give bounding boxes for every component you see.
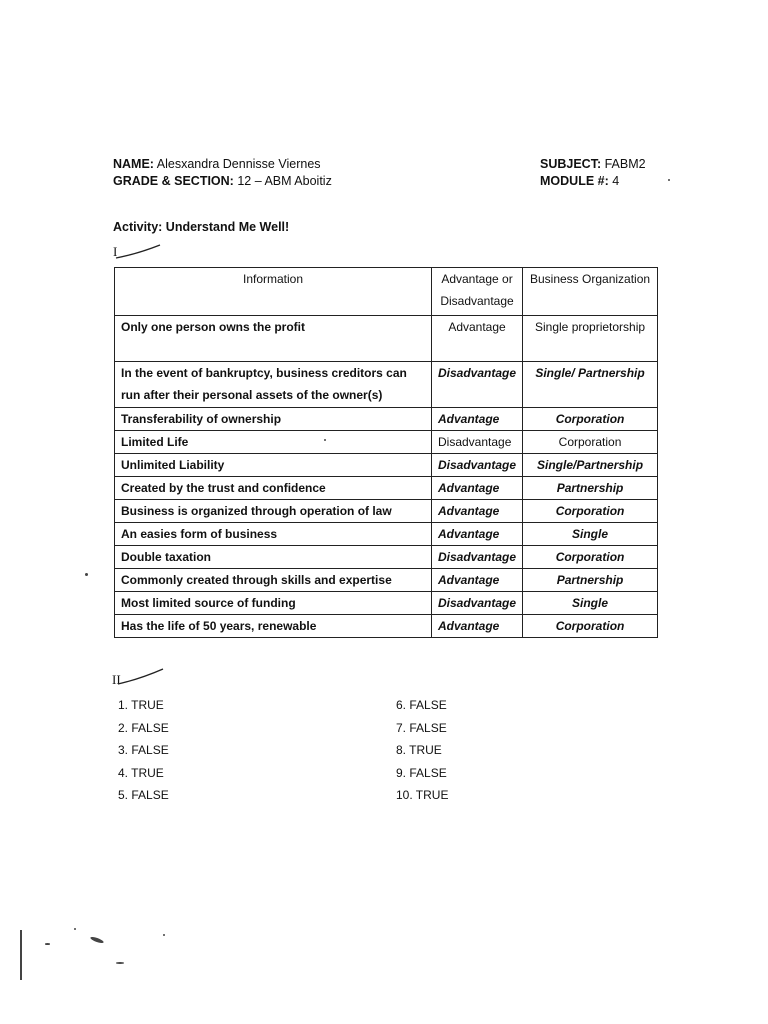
name-value: Alesxandra Dennisse Viernes — [156, 157, 321, 171]
cell-advantage: Advantage — [432, 569, 523, 592]
cell-organization: Corporation — [523, 500, 658, 523]
table-header-row — [115, 268, 658, 316]
module-value: 4 — [612, 174, 620, 188]
answer-item: 4. TRUE — [118, 765, 164, 780]
table-row — [115, 431, 658, 454]
cell-information: Double taxation — [115, 546, 432, 569]
cell-advantage: Disadvantage — [432, 362, 523, 408]
scan-speck — [45, 943, 50, 945]
table-row — [115, 454, 658, 477]
cell-information: Created by the trust and confidence — [115, 477, 432, 500]
answer-item: 2. FALSE — [118, 720, 169, 735]
table-row — [115, 615, 658, 638]
cell-organization: Single proprietorship — [523, 316, 658, 362]
scan-speck — [85, 573, 88, 576]
scan-speck — [324, 439, 326, 441]
cell-information: In the event of bankruptcy, business creditors can run after their personal assets of the owner(s) — [115, 362, 432, 408]
name-label: NAME: — [113, 157, 154, 171]
cell-organization: Partnership — [523, 569, 658, 592]
cell-advantage: Advantage — [432, 615, 523, 638]
name-line — [113, 156, 321, 173]
scan-speck — [116, 962, 124, 964]
section-one-label: I — [113, 244, 118, 259]
cell-information: Most limited source of funding — [115, 592, 432, 615]
answer-item: 6. FALSE — [396, 698, 447, 712]
grade-value: 12 – ABM Aboitiz — [237, 174, 332, 188]
cell-advantage: Disadvantage — [432, 431, 523, 454]
answer-item: 8. TRUE — [396, 743, 442, 757]
cell-advantage: Advantage — [432, 500, 523, 523]
cell-information: An easies form of business — [115, 523, 432, 546]
answers-right-column — [396, 694, 448, 807]
cell-organization: Partnership — [523, 477, 658, 500]
cell-information: Only one person owns the profit — [115, 316, 432, 362]
answers-left-column — [118, 694, 169, 807]
cell-information: Unlimited Liability — [115, 454, 432, 477]
subject-label: SUBJECT: — [540, 157, 602, 171]
header-advantage: Advantage or Disadvantage — [432, 268, 523, 316]
table-row — [115, 569, 658, 592]
table-row — [115, 546, 658, 569]
scan-speck — [90, 936, 105, 945]
cell-information: Commonly created through skills and expertise — [115, 569, 432, 592]
scan-speck — [668, 179, 670, 181]
cell-organization: Single — [523, 523, 658, 546]
cell-organization: Single/ Partnership — [523, 362, 658, 408]
table-row — [115, 523, 658, 546]
answer-item: 7. FALSE — [396, 720, 447, 735]
checkmark-stroke-icon — [110, 667, 165, 689]
table-row — [115, 408, 658, 431]
grade-label: GRADE & SECTION: — [113, 174, 234, 188]
section-two-marker — [110, 667, 165, 689]
cell-organization: Single — [523, 592, 658, 615]
cell-information: Business is organized through operation of law — [115, 500, 432, 523]
cell-information: Transferability of ownership — [115, 408, 432, 431]
cell-advantage: Disadvantage — [432, 546, 523, 569]
cell-advantage: Advantage — [432, 316, 523, 362]
grade-line — [113, 173, 332, 190]
table-row — [115, 500, 658, 523]
cell-advantage: Disadvantage — [432, 592, 523, 615]
subject-value: FABM2 — [604, 157, 646, 171]
cell-organization: Corporation — [523, 546, 658, 569]
section-two-label: II — [112, 672, 121, 687]
subject-line — [540, 156, 646, 173]
module-label: MODULE #: — [540, 174, 609, 188]
module-line — [540, 173, 619, 190]
table-row — [115, 316, 658, 362]
table-row — [115, 362, 658, 408]
checkmark-stroke-icon — [112, 243, 162, 263]
cell-organization: Corporation — [523, 615, 658, 638]
activity-table — [114, 267, 658, 638]
cell-organization: Corporation — [523, 408, 658, 431]
cell-advantage: Advantage — [432, 523, 523, 546]
table-row — [115, 592, 658, 615]
answer-item: 3. FALSE — [118, 743, 169, 757]
scan-speck — [163, 934, 165, 936]
answer-item: 5. FALSE — [118, 788, 169, 802]
cell-advantage: Advantage — [432, 477, 523, 500]
answer-item: 1. TRUE — [118, 698, 164, 712]
header-information: Information — [115, 268, 432, 316]
cell-information: Has the life of 50 years, renewable — [115, 615, 432, 638]
scan-speck — [74, 928, 76, 930]
cell-organization: Corporation — [523, 431, 658, 454]
section-one-marker — [112, 243, 162, 263]
answer-item: 10. TRUE — [396, 788, 449, 802]
table-row — [115, 477, 658, 500]
cell-organization: Single/Partnership — [523, 454, 658, 477]
answer-item: 9. FALSE — [396, 765, 447, 780]
activity-title: Activity: Understand Me Well! — [113, 220, 290, 234]
cell-advantage: Disadvantage — [432, 454, 523, 477]
header-organization: Business Organization — [523, 268, 658, 316]
cell-advantage: Advantage — [432, 408, 523, 431]
scan-edge-line — [20, 930, 22, 980]
cell-information: Limited Life — [115, 431, 432, 454]
